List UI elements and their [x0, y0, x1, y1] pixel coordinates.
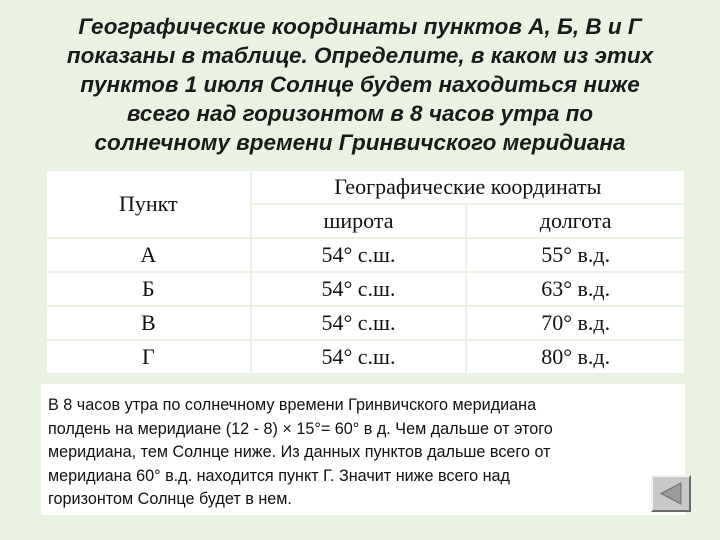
header-point: Пункт: [46, 170, 251, 238]
title-line: показаны в таблице. Определите, в каком из этих: [66, 43, 654, 68]
back-button[interactable]: [651, 475, 691, 512]
cell-latitude: 54° с.ш.: [251, 340, 467, 374]
title-line: солнечному времени Гринвичского меридиана: [94, 130, 626, 155]
table-row: [46, 272, 685, 306]
coordinates-table: [45, 169, 686, 375]
header-coordinates: Географические координаты: [251, 170, 685, 204]
cell-longitude: 70° в.д.: [466, 306, 685, 340]
triangle-left-icon: [659, 482, 683, 505]
answer-line: меридиана, тем Солнце ниже. Из данных пунктов дальше всего от: [48, 443, 551, 462]
answer-line: полдень на меридиане (12 - 8) × 15°= 60° в д. Чем дальше от этого: [48, 419, 553, 438]
cell-latitude: 54° с.ш.: [251, 306, 467, 340]
answer-line: горизонтом Солнце будет в нем.: [48, 490, 292, 509]
header-longitude: долгота: [466, 204, 685, 238]
cell-longitude: 63° в.д.: [466, 272, 685, 306]
table-row: [46, 238, 685, 272]
cell-point: Г: [46, 340, 251, 374]
cell-latitude: 54° с.ш.: [251, 238, 467, 272]
title-line: пунктов 1 июля Солнце будет находиться ниже: [80, 72, 640, 97]
answer-line: меридиана 60° в.д. находится пункт Г. Значит ниже всего над: [48, 466, 510, 485]
cell-longitude: 80° в.д.: [466, 340, 685, 374]
answer-box: [41, 384, 685, 515]
title-line: всего над горизонтом в 8 часов утра по: [126, 101, 594, 126]
question-title: [30, 12, 690, 157]
title-line: Географические координаты пунктов А, Б, В и Г: [78, 14, 642, 39]
cell-point: В: [46, 306, 251, 340]
cell-latitude: 54° с.ш.: [251, 272, 467, 306]
table-row: [46, 340, 685, 374]
table-row: [46, 306, 685, 340]
cell-longitude: 55° в.д.: [466, 238, 685, 272]
answer-line: В 8 часов утра по солнечному времени Гринвичского меридиана: [48, 396, 537, 414]
cell-point: А: [46, 238, 251, 272]
header-latitude: широта: [251, 204, 467, 238]
table-header-row: [46, 170, 685, 204]
cell-point: Б: [46, 272, 251, 306]
